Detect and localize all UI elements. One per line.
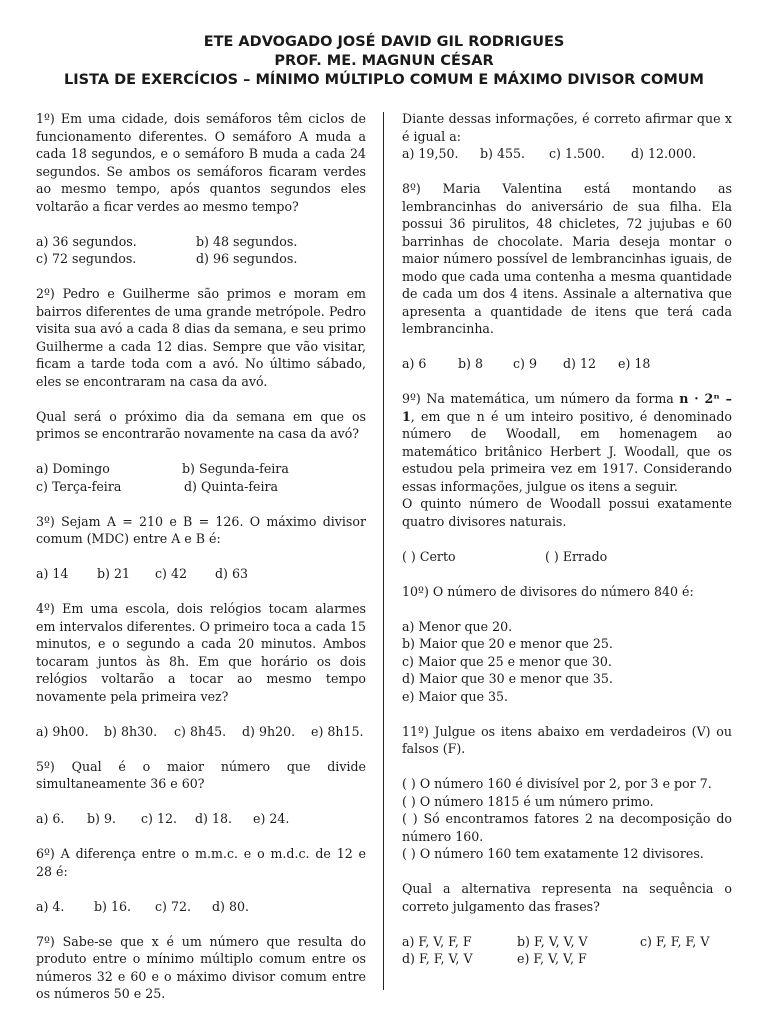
- question-11-question: Qual a alternativa representa na sequência o correto julgamento das frases?: [402, 881, 732, 914]
- q5-option-b: b) 9.: [87, 811, 116, 826]
- document-header: [0, 33, 768, 90]
- q7-option-b: b) 455.: [480, 146, 526, 161]
- q4-option-d: d) 9h20.: [242, 723, 296, 739]
- question-10-text: 10º) O número de divisores do número 840 é:: [402, 583, 694, 599]
- question-9-options: [402, 548, 732, 566]
- q5-option-e: e) 24.: [253, 811, 290, 826]
- q5-option-c: c) 12.: [141, 811, 177, 826]
- woodall-formula: n · 2ⁿ – 1: [402, 391, 732, 424]
- q6-option-b: b) 16.: [94, 898, 132, 914]
- q1-option-a: a) 36 segundos.: [36, 233, 137, 249]
- q11-item-2: ( ) O número 1815 é um número primo.: [402, 793, 654, 809]
- q11-item-3: ( ) Só encontramos fatores 2 na decomposição do número 160.: [402, 811, 732, 844]
- question-4-options: [36, 723, 366, 741]
- q10-option-e: e) Maior que 35.: [402, 688, 509, 704]
- question-7-text: 7º) Sabe-se que x é um número que resulta do produto entre o mínimo múltiplo comum entre os números 32 e 60 e o máximo divisor comum entre os números 50 e 25.: [36, 933, 366, 1001]
- q2-option-b: b) Segunda-feira: [182, 461, 289, 476]
- q8-option-c: c) 9: [513, 356, 537, 371]
- question-1-options-row-1: [36, 233, 366, 251]
- question-8-options: [402, 355, 732, 373]
- question-2-options-row-2: [36, 478, 366, 496]
- q4-option-a: a) 9h00.: [36, 723, 89, 739]
- q3-option-b: b) 21: [97, 566, 131, 581]
- question-9-text: [402, 390, 732, 495]
- school-name: ETE ADVOGADO JOSÉ DAVID GIL RODRIGUES: [203, 34, 565, 50]
- q11-option-c: c) F, F, F, V: [640, 933, 710, 949]
- question-7-question: Diante dessas informações, é correto afirmar que x é igual a:: [402, 111, 732, 144]
- q10-option-c: c) Maior que 25 e menor que 30.: [402, 653, 612, 669]
- q10-option-a: a) Menor que 20.: [402, 618, 513, 634]
- question-11-options-row-1: [402, 933, 732, 951]
- q5-option-a: a) 6.: [36, 811, 65, 826]
- question-3-options: [36, 565, 366, 583]
- q2-option-d: d) Quinta-feira: [184, 478, 279, 494]
- question-2-options-row-1: [36, 460, 366, 478]
- q5-option-d: d) 18.: [195, 811, 233, 826]
- q9-certo: ( ) Certo: [402, 548, 456, 564]
- list-title: LISTA DE EXERCÍCIOS – MÍNIMO MÚLTIPLO COMUM E MÁXIMO DIVISOR COMUM: [64, 72, 704, 88]
- q4-option-c: c) 8h45.: [174, 723, 227, 739]
- question-6-options: [36, 898, 366, 916]
- q7-option-c: c) 1.500.: [549, 146, 606, 161]
- question-6-text: 6º) A diferença entre o m.m.c. e o m.d.c. de 12 e 28 é:: [36, 846, 366, 879]
- q3-option-c: c) 42: [155, 566, 187, 581]
- q3-option-a: a) 14: [36, 566, 69, 581]
- q11-option-e: e) F, V, V, F: [517, 951, 587, 966]
- question-4-text: 4º) Em uma escola, dois relógios tocam alarmes em intervalos diferentes. O primeiro toca a cada 15 minutos, e o segundo a cada 20 minutos. Ambos tocaram juntos às 8h. Em que horário os dois relógios voltarão a tocar ao mesmo tempo novamente pela primeira vez?: [36, 601, 366, 704]
- teacher-name: PROF. ME. MAGNUN CÉSAR: [274, 53, 494, 69]
- q3-option-d: d) 63: [215, 566, 249, 581]
- question-11-options-row-2: [402, 950, 732, 968]
- q6-option-d: d) 80.: [212, 898, 250, 914]
- q8-option-b: b) 8: [458, 356, 483, 371]
- q2-option-a: a) Domingo: [36, 461, 110, 476]
- question-1-options-row-2: [36, 250, 366, 268]
- q2-option-c: c) Terça-feira: [36, 478, 122, 494]
- q11-item-4: ( ) O número 160 tem exatamente 12 divisores.: [402, 846, 704, 861]
- q6-option-c: c) 72.: [155, 898, 191, 914]
- q6-option-a: a) 4.: [36, 898, 65, 914]
- q11-option-b: b) F, V, V, V: [517, 933, 588, 949]
- question-9-statement: O quinto número de Woodall possui exatamente quatro divisores naturais.: [402, 496, 732, 529]
- q1-option-b: b) 48 segundos.: [196, 233, 298, 249]
- question-2-text: 2º) Pedro e Guilherme são primos e moram em bairros diferentes de uma grande metrópole. Pedro visita sua avó a cada 8 dias da semana, e seu primo Guilherme a cada 12 dias. Sempre que vão visitar, ficam a tarde toda com a avó. No último sábado, eles se encontraram na casa da avó.: [36, 286, 366, 389]
- q10-option-b: b) Maior que 20 e menor que 25.: [402, 636, 613, 651]
- q8-option-a: a) 6: [402, 356, 427, 371]
- q11-option-a: a) F, V, F, F: [402, 933, 472, 949]
- column-divider: [383, 112, 384, 990]
- question-7-options: [402, 145, 732, 163]
- q9-errado: ( ) Errado: [545, 548, 608, 564]
- question-1-text: 1º) Em uma cidade, dois semáforos têm ciclos de funcionamento diferentes. O semáforo A muda a cada 18 segundos, e o semáforo B muda a cada 24 segundos. Se ambos os semáforos ficaram verdes ao mesmo tempo, após quantos segundos eles voltarão a ficar verdes ao mesmo tempo?: [36, 111, 366, 214]
- q9-prefix: 9º) Na matemática, um número da forma: [402, 391, 674, 406]
- q8-option-e: e) 18: [618, 356, 651, 371]
- left-column: [36, 110, 366, 1003]
- q9-suffix: , em que n é um inteiro positivo, é denominado número de Woodall, em homenagem ao matemático britânico Herbert J. Woodall, que os estudou pela primeira vez em 1917. Considerando essas informações, julgue os itens a seguir.: [402, 408, 732, 494]
- q4-option-b: b) 8h30.: [104, 723, 158, 739]
- q4-option-e: e) 8h15.: [311, 723, 364, 739]
- q1-option-d: d) 96 segundos.: [196, 251, 298, 266]
- q8-option-d: d) 12: [563, 356, 597, 371]
- question-5-text: 5º) Qual é o maior número que divide simultaneamente 36 e 60?: [36, 758, 366, 791]
- q7-option-d: d) 12.000.: [631, 146, 697, 161]
- q7-option-a: a) 19,50.: [402, 146, 459, 161]
- question-2-question: Qual será o próximo dia da semana em que os primos se encontrarão novamente na casa da avó?: [36, 408, 366, 441]
- question-5-options: [36, 810, 366, 828]
- q11-option-d: d) F, F, V, V: [402, 951, 473, 966]
- right-column: [402, 110, 732, 968]
- q11-item-1: ( ) O número 160 é divisível por 2, por 3 e por 7.: [402, 776, 712, 791]
- question-3-text: 3º) Sejam A = 210 e B = 126. O máximo divisor comum (MDC) entre A e B é:: [36, 513, 366, 546]
- q10-option-d: d) Maior que 30 e menor que 35.: [402, 671, 613, 686]
- question-8-text: 8º) Maria Valentina está montando as lembrancinhas do aniversário de sua filha. Ela possui 36 pirulitos, 48 chicletes, 72 jujubas e 60 barrinhas de chocolate. Maria deseja montar o maior número possível de lembrancinhas iguais, de modo que cada uma contenha a mesma quantidade de cada um dos 4 itens. Assinale a alternativa que apresenta a quantidade de itens que terá cada lembrancinha.: [402, 181, 732, 336]
- q1-option-c: c) 72 segundos.: [36, 251, 137, 266]
- question-11-text: 11º) Julgue os itens abaixo em verdadeiros (V) ou falsos (F).: [402, 723, 732, 756]
